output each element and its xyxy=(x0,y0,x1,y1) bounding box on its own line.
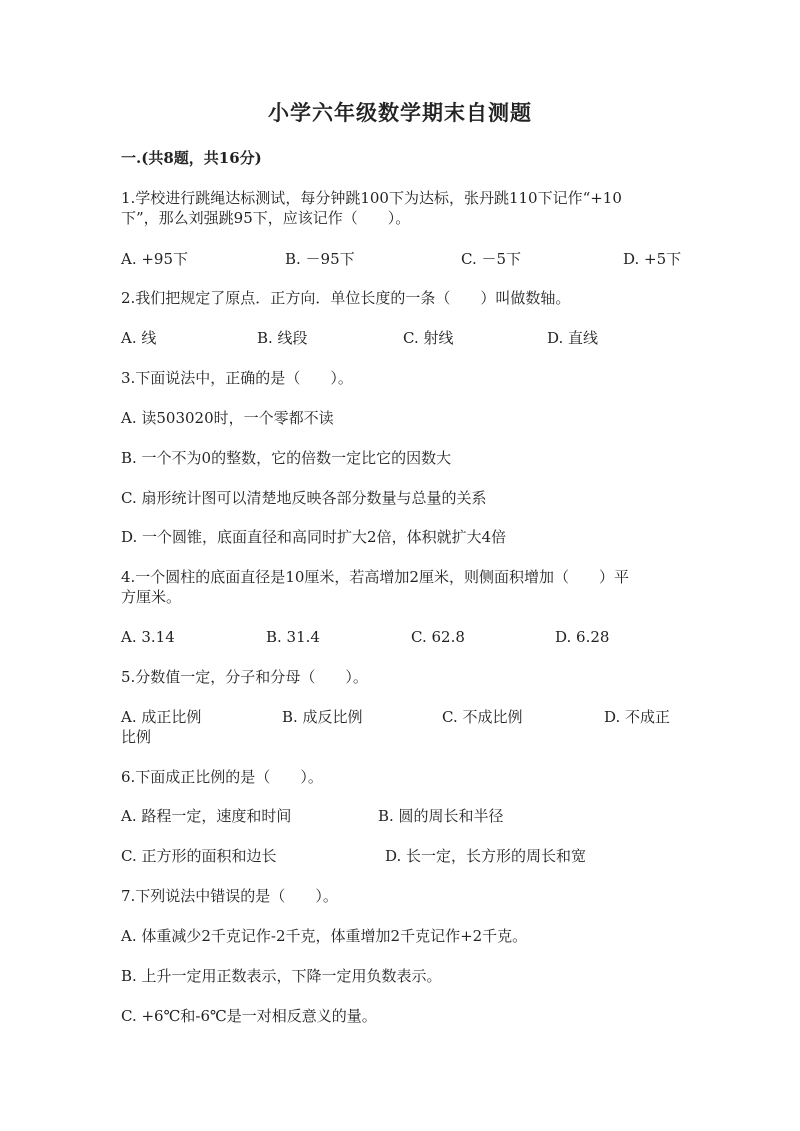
question-4-options xyxy=(0,626,800,648)
question-2-options xyxy=(0,327,800,349)
question-5-option-d: D. 不成正 xyxy=(604,708,671,726)
question-4-option-b: B. 31.4 xyxy=(266,628,320,646)
question-1-option-b: B. －95下 xyxy=(285,250,355,268)
question-2-option-a: A. 线 xyxy=(121,329,157,347)
question-3: 3.下面说法中，正确的是（ ）。 xyxy=(121,369,353,387)
question-4-line-2: 方厘米。 xyxy=(121,588,182,606)
question-5-option-c: C. 不成比例 xyxy=(442,708,523,726)
question-4-option-d: D. 6.28 xyxy=(555,628,610,646)
question-6-option-a: A. 路程一定，速度和时间 xyxy=(121,807,292,825)
question-6-options-row-1 xyxy=(0,805,800,827)
question-5-option-b: B. 成反比例 xyxy=(282,708,363,726)
question-2: 2.我们把规定了原点．正方向．单位长度的一条（ ）叫做数轴。 xyxy=(121,289,571,307)
question-6: 6.下面成正比例的是（ ）。 xyxy=(121,768,323,786)
question-5-option-a: A. 成正比例 xyxy=(121,708,202,726)
section-heading: 一.(共8题，共16分) xyxy=(121,149,262,167)
question-5-option-d-wrap: 比例 xyxy=(121,728,152,746)
question-6-option-c: C. 正方形的面积和边长 xyxy=(121,847,277,865)
page-title: 小学六年级数学期末自测题 xyxy=(268,100,532,125)
question-4-option-a: A. 3.14 xyxy=(121,628,175,646)
question-5: 5.分数值一定，分子和分母（ ）。 xyxy=(121,668,368,686)
question-6-option-d: D. 长一定，长方形的周长和宽 xyxy=(385,847,587,865)
question-3-option-c: C. 扇形统计图可以清楚地反映各部分数量与总量的关系 xyxy=(121,489,487,507)
question-1-option-d: D. +5下 xyxy=(623,250,682,268)
question-7-option-c: C. +6℃和-6℃是一对相反意义的量。 xyxy=(121,1007,377,1025)
question-4-option-c: C. 62.8 xyxy=(411,628,465,646)
question-2-option-d: D. 直线 xyxy=(547,329,599,347)
question-7-option-b: B. 上升一定用正数表示，下降一定用负数表示。 xyxy=(121,967,442,985)
question-1-option-c: C. －5下 xyxy=(461,250,522,268)
question-6-options-row-2 xyxy=(0,845,800,867)
question-1-line-1: 1.学校进行跳绳达标测试，每分钟跳100下为达标，张丹跳110下记作“+10 xyxy=(121,189,622,207)
question-4-line-1: 4.一个圆柱的底面直径是10厘米，若高增加2厘米，则侧面积增加（ ）平 xyxy=(121,568,629,586)
question-2-option-b: B. 线段 xyxy=(257,329,308,347)
question-3-option-a: A. 读503020时，一个零都不读 xyxy=(121,409,334,427)
question-1-option-a: A. +95下 xyxy=(121,250,189,268)
question-7-option-a: A. 体重减少2千克记作-2千克，体重增加2千克记作+2千克。 xyxy=(121,927,528,945)
question-6-option-b: B. 圆的周长和半径 xyxy=(378,807,504,825)
question-1-line-2: 下”，那么刘强跳95下，应该记作（ ）。 xyxy=(121,209,411,227)
question-5-options xyxy=(0,706,800,728)
question-2-option-c: C. 射线 xyxy=(403,329,454,347)
question-3-option-b: B. 一个不为0的整数，它的倍数一定比它的因数大 xyxy=(121,449,452,467)
question-3-option-d: D. 一个圆锥，底面直径和高同时扩大2倍，体积就扩大4倍 xyxy=(121,528,507,546)
question-1-options xyxy=(0,248,800,270)
question-7: 7.下列说法中错误的是（ ）。 xyxy=(121,887,338,905)
